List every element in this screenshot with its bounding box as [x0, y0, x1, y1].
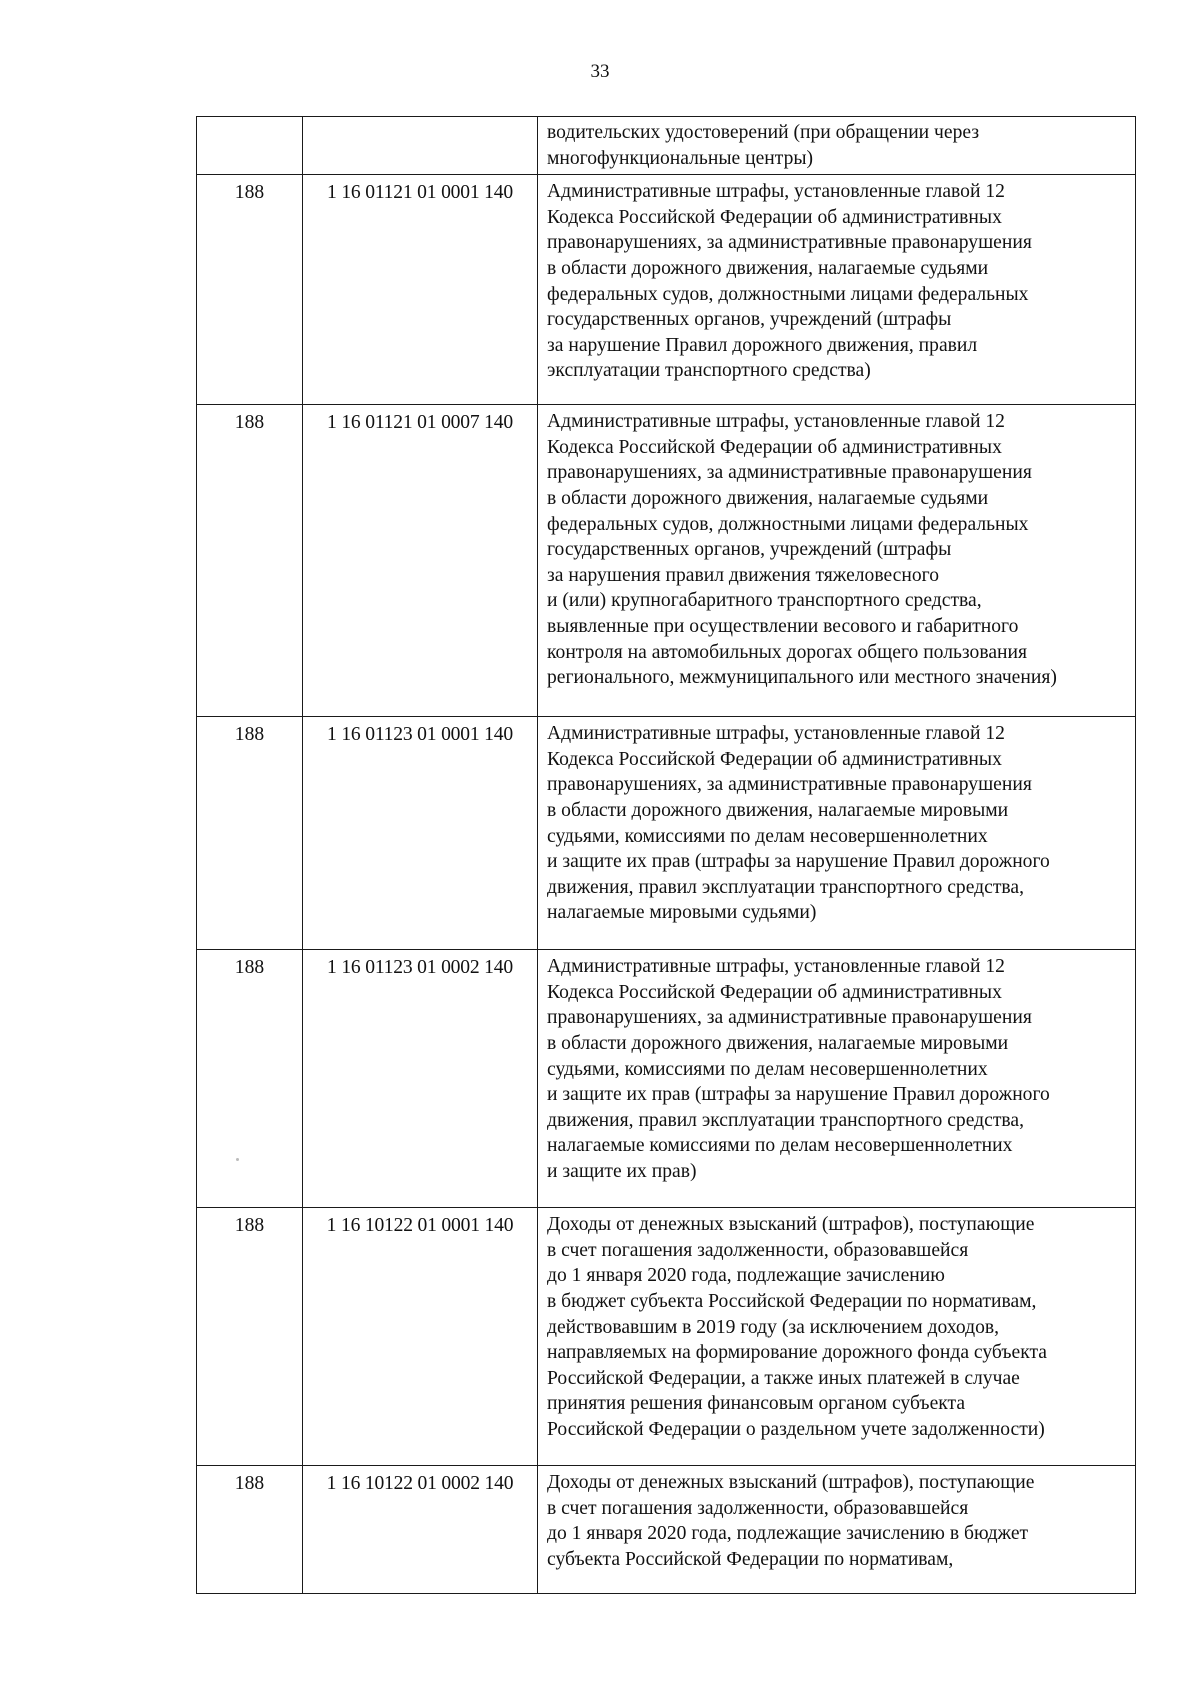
description-line: и (или) крупногабаритного транспортного средства,: [547, 590, 982, 612]
description-line: Кодекса Российской Федерации об административных: [547, 436, 1002, 458]
budget-code-cell: 1 16 01123 01 0002 140: [303, 950, 538, 1208]
description-cell: [538, 117, 1136, 175]
description-line: Российской Федерации, а также иных платежей в случае: [547, 1367, 1020, 1389]
admin-code-cell: [197, 117, 303, 175]
description-line: до 1 января 2020 года, подлежащие зачислению: [547, 1265, 945, 1287]
description-line: Кодекса Российской Федерации об административных: [547, 206, 1002, 228]
description-line: правонарушениях, за административные правонарушения: [547, 462, 1032, 484]
admin-code-cell: 188: [197, 1466, 303, 1594]
page-number: 33: [590, 61, 610, 82]
description-line: налагаемые мировыми судьями): [547, 902, 817, 924]
description-line: федеральных судов, должностными лицами федеральных: [547, 283, 1029, 305]
description-line: Административные штрафы, установленные главой 12: [547, 181, 1005, 203]
admin-code-cell: 188: [197, 1208, 303, 1466]
description-cell: [538, 405, 1136, 717]
description-line: направляемых на формирование дорожного фонда субъекта: [547, 1342, 1047, 1364]
description-line: в области дорожного движения, налагаемые судьями: [547, 257, 989, 279]
budget-code-cell: 1 16 01121 01 0001 140: [303, 175, 538, 405]
description-line: контроля на автомобильных дорогах общего пользования: [547, 641, 1028, 663]
admin-code-cell: 188: [197, 950, 303, 1208]
description-line: Российской Федерации о раздельном учете задолженности): [547, 1418, 1045, 1440]
description-line: водительских удостоверений (при обращении через: [547, 122, 980, 143]
description-line: действовавшим в 2019 году (за исключением доходов,: [547, 1316, 1000, 1338]
table-row: [197, 717, 1136, 950]
description-cell: [538, 950, 1136, 1208]
description-line: государственных органов, учреждений (штрафы: [547, 539, 952, 561]
budget-codes-table: [196, 116, 1136, 1594]
table-row: [197, 175, 1136, 405]
table-row: [197, 1466, 1136, 1594]
description-line: субъекта Российской Федерации по нормативам,: [547, 1548, 954, 1570]
description-line: государственных органов, учреждений (штрафы: [547, 309, 952, 331]
budget-code-cell: 1 16 10122 01 0001 140: [303, 1208, 538, 1466]
description-line: за нарушение Правил дорожного движения, правил: [547, 334, 978, 356]
description-line: и защите их прав (штрафы за нарушение Правил дорожного: [547, 851, 1050, 873]
table-row: [197, 117, 1136, 175]
description-line: Административные штрафы, установленные главой 12: [547, 723, 1005, 745]
description-line: регионального, межмуниципального или местного значения): [547, 667, 1057, 689]
budget-code-cell: 1 16 10122 01 0002 140: [303, 1466, 538, 1594]
description-line: движения, правил эксплуатации транспортного средства,: [547, 1109, 1024, 1131]
description-line: в счет погашения задолженности, образовавшейся: [547, 1497, 969, 1519]
description-line: выявленные при осуществлении весового и габаритного: [547, 615, 1019, 637]
table-row: [197, 950, 1136, 1208]
description-line: налагаемые комиссиями по делам несовершеннолетних: [547, 1135, 1013, 1157]
scan-artifact-dot: [236, 1158, 239, 1161]
description-line: движения, правил эксплуатации транспортного средства,: [547, 876, 1024, 898]
admin-code-cell: 188: [197, 717, 303, 950]
description-cell: [538, 717, 1136, 950]
description-line: в счет погашения задолженности, образовавшейся: [547, 1239, 969, 1261]
description-line: многофункциональные центры): [547, 147, 814, 169]
description-line: Доходы от денежных взысканий (штрафов), поступающие: [547, 1472, 1035, 1494]
budget-code-cell: 1 16 01123 01 0001 140: [303, 717, 538, 950]
description-line: за нарушения правил движения тяжеловесного: [547, 564, 939, 586]
table-row: [197, 405, 1136, 717]
description-cell: [538, 1466, 1136, 1594]
description-line: Кодекса Российской Федерации об административных: [547, 981, 1002, 1003]
description-line: Административные штрафы, установленные главой 12: [547, 956, 1005, 978]
description-line: Доходы от денежных взысканий (штрафов), поступающие: [547, 1214, 1035, 1236]
description-line: в области дорожного движения, налагаемые мировыми: [547, 799, 1009, 821]
description-line: эксплуатации транспортного средства): [547, 360, 871, 382]
description-line: принятия решения финансовым органом субъекта: [547, 1393, 966, 1415]
table-row: [197, 1208, 1136, 1466]
description-line: правонарушениях, за административные правонарушения: [547, 232, 1032, 254]
description-line: судьями, комиссиями по делам несовершеннолетних: [547, 825, 988, 847]
admin-code-cell: 188: [197, 175, 303, 405]
description-cell: [538, 175, 1136, 405]
description-line: Административные штрафы, установленные главой 12: [547, 411, 1005, 433]
description-line: правонарушениях, за административные правонарушения: [547, 774, 1032, 796]
budget-code-cell: [303, 117, 538, 175]
description-line: в области дорожного движения, налагаемые судьями: [547, 487, 989, 509]
admin-code-cell: 188: [197, 405, 303, 717]
description-line: до 1 января 2020 года, подлежащие зачислению в бюджет: [547, 1523, 1029, 1545]
description-cell: [538, 1208, 1136, 1466]
description-line: федеральных судов, должностными лицами федеральных: [547, 513, 1029, 535]
description-line: в области дорожного движения, налагаемые мировыми: [547, 1032, 1009, 1054]
description-line: в бюджет субъекта Российской Федерации по нормативам,: [547, 1290, 1037, 1312]
description-line: и защите их прав (штрафы за нарушение Правил дорожного: [547, 1084, 1050, 1106]
description-line: судьями, комиссиями по делам несовершеннолетних: [547, 1058, 988, 1080]
budget-code-cell: 1 16 01121 01 0007 140: [303, 405, 538, 717]
description-line: Кодекса Российской Федерации об административных: [547, 748, 1002, 770]
description-line: правонарушениях, за административные правонарушения: [547, 1007, 1032, 1029]
description-line: и защите их прав): [547, 1160, 697, 1182]
